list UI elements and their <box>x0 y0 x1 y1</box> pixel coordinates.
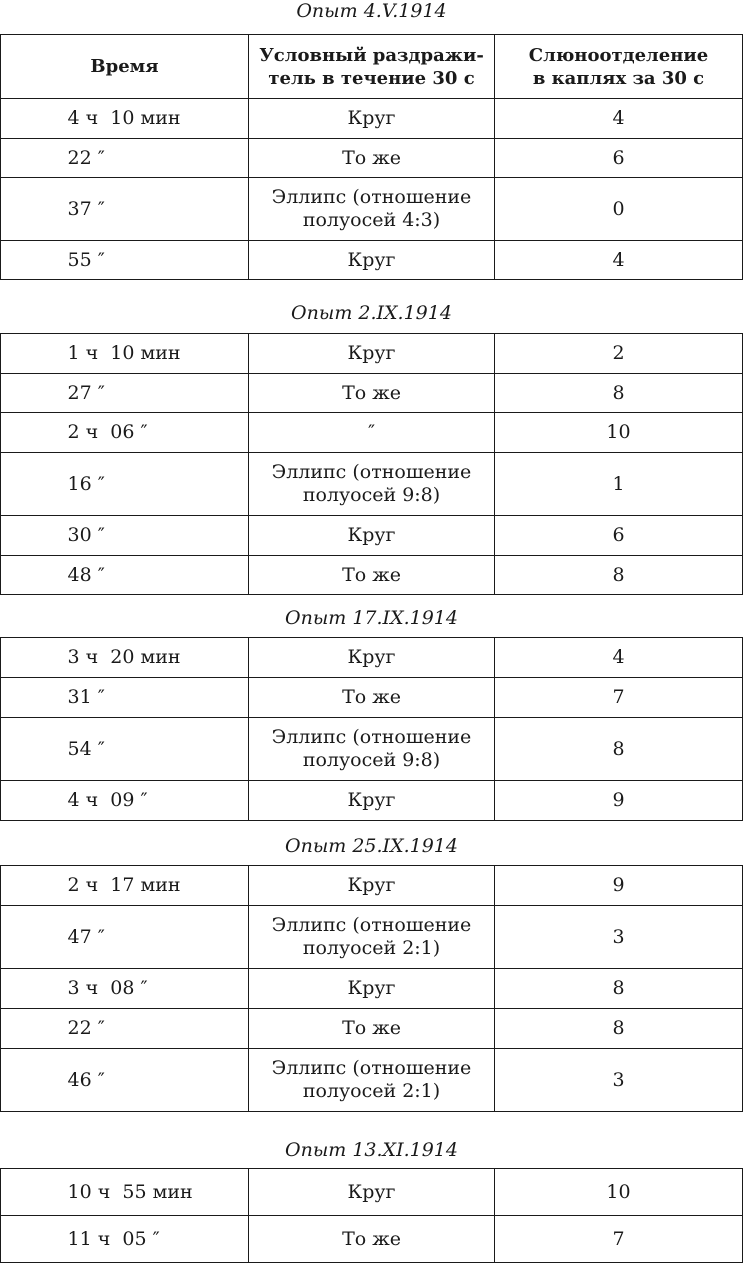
table-row <box>1 374 743 413</box>
header-stimulus-line1: Условный раздражи- <box>259 44 484 66</box>
saliva-cell: 3 <box>495 1049 743 1112</box>
table-row <box>1 99 743 139</box>
stimulus-cell: Эллипс (отношение полуосей 9:8) <box>249 453 495 516</box>
stimulus-cell: Круг <box>249 969 495 1009</box>
saliva-cell: 8 <box>495 556 743 595</box>
experiment-table <box>0 333 743 595</box>
table-row <box>1 866 743 906</box>
table-row <box>1 1216 743 1263</box>
saliva-cell: 4 <box>495 241 743 280</box>
saliva-cell: 1 <box>495 453 743 516</box>
saliva-cell: 8 <box>495 718 743 781</box>
stimulus-cell: Круг <box>249 638 495 678</box>
time-cell: 16 ″ <box>1 453 249 516</box>
table-row <box>1 413 743 453</box>
stimulus-cell: Эллипс (отношение полуосей 2:1) <box>249 906 495 969</box>
stimulus-cell: То же <box>249 678 495 718</box>
table-row <box>1 1169 743 1216</box>
time-cell: 37 ″ <box>1 178 249 241</box>
stimulus-cell: Круг <box>249 781 495 821</box>
saliva-cell: 4 <box>495 99 743 139</box>
table-row <box>1 556 743 595</box>
header-saliva-line2: в каплях за 30 с <box>532 67 705 89</box>
stimulus-cell: То же <box>249 1216 495 1263</box>
table-row <box>1 1049 743 1112</box>
saliva-cell: 9 <box>495 866 743 906</box>
saliva-cell: 8 <box>495 969 743 1009</box>
stimulus-cell: Круг <box>249 516 495 556</box>
table-row <box>1 638 743 678</box>
experiment-title: Опыт 13.XI.1914 <box>285 1139 458 1161</box>
time-cell: 46 ″ <box>1 1049 249 1112</box>
saliva-cell: 6 <box>495 516 743 556</box>
table-row <box>1 969 743 1009</box>
time-cell: 55 ″ <box>1 241 249 280</box>
time-cell: 22 ″ <box>1 139 249 178</box>
experiment-title: Опыт 17.IX.1914 <box>285 607 458 629</box>
stimulus-cell: Эллипс (отношение полуосей 4:3) <box>249 178 495 241</box>
saliva-cell: 10 <box>495 1169 743 1216</box>
stimulus-cell: То же <box>249 556 495 595</box>
header-time <box>1 35 249 99</box>
stimulus-cell: Круг <box>249 241 495 280</box>
stimulus-cell: Эллипс (отношение полуосей 9:8) <box>249 718 495 781</box>
time-cell: 10 ч 55 мин <box>1 1169 249 1216</box>
table-row <box>1 906 743 969</box>
experiment-title: Опыт 2.IX.1914 <box>291 302 452 324</box>
experiment-table <box>0 865 743 1112</box>
stimulus-cell: Круг <box>249 99 495 139</box>
time-cell: 2 ч 17 мин <box>1 866 249 906</box>
time-cell: 1 ч 10 мин <box>1 334 249 374</box>
saliva-cell: 4 <box>495 638 743 678</box>
stimulus-cell: То же <box>249 139 495 178</box>
saliva-cell: 6 <box>495 139 743 178</box>
header-saliva <box>495 35 743 99</box>
experiment-table <box>0 637 743 821</box>
header-saliva-line1: Слюноотделение <box>528 44 709 66</box>
saliva-cell: 8 <box>495 374 743 413</box>
table-row <box>1 178 743 241</box>
saliva-cell: 10 <box>495 413 743 453</box>
time-cell: 3 ч 08 ″ <box>1 969 249 1009</box>
saliva-cell: 8 <box>495 1009 743 1049</box>
table-header-row <box>1 35 743 99</box>
stimulus-cell: Круг <box>249 1169 495 1216</box>
time-cell: 11 ч 05 ″ <box>1 1216 249 1263</box>
time-cell: 4 ч 10 мин <box>1 99 249 139</box>
header-stimulus <box>249 35 495 99</box>
table-row <box>1 334 743 374</box>
time-cell: 22 ″ <box>1 1009 249 1049</box>
time-cell: 27 ″ <box>1 374 249 413</box>
experiment-table <box>0 1168 743 1263</box>
time-cell: 2 ч 06 ″ <box>1 413 249 453</box>
table-row <box>1 781 743 821</box>
table-row <box>1 718 743 781</box>
time-cell: 54 ″ <box>1 718 249 781</box>
table-row <box>1 453 743 516</box>
time-cell: 31 ″ <box>1 678 249 718</box>
stimulus-cell: То же <box>249 374 495 413</box>
header-stimulus-line2: тель в течение 30 с <box>268 67 475 89</box>
stimulus-cell: ″ <box>249 413 495 453</box>
table-row <box>1 139 743 178</box>
saliva-cell: 7 <box>495 1216 743 1263</box>
table-row <box>1 241 743 280</box>
stimulus-cell: То же <box>249 1009 495 1049</box>
saliva-cell: 0 <box>495 178 743 241</box>
experiment-title: Опыт 25.IX.1914 <box>285 835 458 857</box>
header-time-label: Время <box>90 56 159 77</box>
saliva-cell: 3 <box>495 906 743 969</box>
table-row <box>1 1009 743 1049</box>
table-row <box>1 678 743 718</box>
stimulus-cell: Эллипс (отношение полуосей 2:1) <box>249 1049 495 1112</box>
time-cell: 3 ч 20 мин <box>1 638 249 678</box>
stimulus-cell: Круг <box>249 866 495 906</box>
experiment-table <box>0 34 743 280</box>
time-cell: 4 ч 09 ″ <box>1 781 249 821</box>
saliva-cell: 2 <box>495 334 743 374</box>
time-cell: 48 ″ <box>1 556 249 595</box>
experiment-title: Опыт 4.V.1914 <box>296 0 447 22</box>
saliva-cell: 7 <box>495 678 743 718</box>
time-cell: 30 ″ <box>1 516 249 556</box>
time-cell: 47 ″ <box>1 906 249 969</box>
saliva-cell: 9 <box>495 781 743 821</box>
stimulus-cell: Круг <box>249 334 495 374</box>
table-row <box>1 516 743 556</box>
